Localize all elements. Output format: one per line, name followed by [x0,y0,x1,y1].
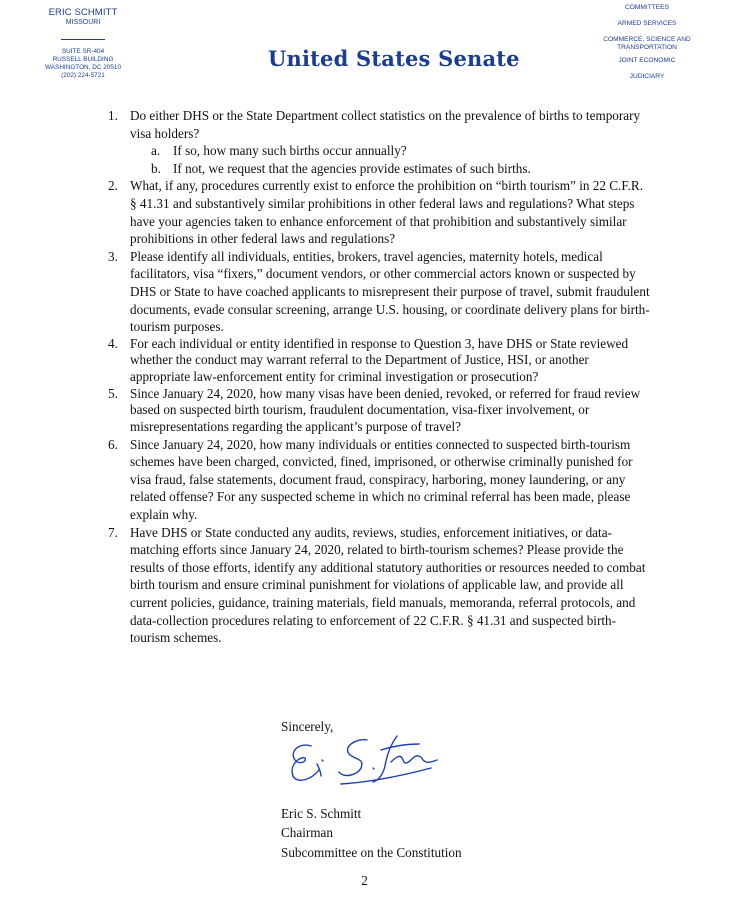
signer-title: Chairman [281,825,334,840]
office-line: (202) 224-5721 [61,72,105,79]
question-number: 6. [108,436,118,452]
committee-item: JUDICIARY [629,72,665,80]
question-number: 3. [108,248,118,264]
subquestion-letter: a. [151,143,161,159]
office-line: RUSSELL BUILDING [52,56,114,63]
question-text: Have DHS or State conducted any audits, reviews, studies, enforcement initiatives, or data-matching efforts since January 24, 2020, related to birth-tourism schemes? Please provide the results of those efforts, identify any additional statutory authorities or resources needed to combat birth tourism and ensure criminal punishment for violations of applicable law, and provide all current policies, guidance, training materials, field manuals, memoranda, referral protocols, and data-collection procedures relating to enforcement of 22 C.F.R. § 41.31 and suspected birth-tourism schemes. [130,524,646,646]
senate-seal-title: United States Senate [268,46,520,71]
subquestion-text: If not, we request that the agencies provide estimates of such births. [173,160,531,176]
office-line: WASHINGTON, DC 20510 [45,64,121,71]
question-item [108,248,650,336]
salutation: Sincerely, [281,719,334,734]
question-item [108,107,650,142]
subquestion-letter: b. [151,160,161,176]
senator-state: MISSOURI [65,19,101,26]
question-text: For each individual or entity identified in response to Question 3, have DHS or State reviewed whether the conduct may warrant referral to the Department of Justice, HSI, or another appropriate law-enforcement entity for criminal investigation or prosecution? [130,335,629,384]
question-item [108,177,650,247]
office-address [18,48,148,80]
question-item [108,385,650,436]
page-number: 2 [361,873,368,888]
question-number: 5. [108,385,118,401]
subquestion-item [151,160,653,178]
committee-item: COMMERCE, SCIENCE AND TRANSPORTATION [603,35,691,51]
letterhead-left [18,7,148,80]
senator-name: ERIC SCHMITT [48,7,118,18]
office-line: SUITE SR-404 [61,48,105,55]
question-item [108,524,650,647]
question-item [108,436,650,524]
letterhead-divider [61,39,105,40]
question-number: 2. [108,178,118,194]
committees-heading: COMMITTEES [625,4,669,11]
question-number: 1. [108,108,118,123]
question-text: Please identify all individuals, entities, brokers, travel agencies, maternity hotels, medical facilitators, visa “fixers,” document vendors, or other commercial actors known or suspected by DHS or State to have coached applicants to misrepresent their purpose of travel, submit fraudulent documents, evade consular screening, arrange U.S. housing, or coordinate delivery plans for birth-tourism purposes. [130,248,650,335]
signer-name: Eric S. Schmitt [281,806,362,821]
subquestion-text: If so, how many such births occur annually? [173,143,407,159]
handwritten-signature [281,732,451,790]
question-number: 7. [108,524,118,540]
question-item [108,335,650,386]
signer-committee: Subcommittee on the Constitution [281,845,462,860]
committee-item: ARMED SERVICES [617,19,677,27]
question-text: Do either DHS or the State Department collect statistics on the prevalence of births to temporary visa holders? [130,108,641,141]
question-text: Since January 24, 2020, how many visas have been denied, revoked, or referred for fraud review based on suspected birth tourism, fraudulent documentation, visa-fixer involvement, or misrepresentations regarding the applicant’s purpose of travel? [130,385,641,434]
letter-body [0,107,729,647]
question-text: Since January 24, 2020, how many individuals or entities connected to suspected birth-tourism schemes have been charged, convicted, fined, imprisoned, or otherwise criminally punished for visa fraud, false statements, document fraud, conspiracy, harboring, money laundering, or any related offense? For any suspected scheme in which no criminal referral has been made, please explain why. [130,436,633,522]
committee-item: JOINT ECONOMIC [618,57,676,65]
question-number: 4. [108,335,118,351]
subquestion-item [151,142,653,160]
committees-list [588,4,706,89]
question-text: What, if any, procedures currently exist to enforce the prohibition on “birth tourism” in 22 C.F.R. § 41.31 and substantively similar prohibitions in other federal laws and regulations? What steps have your agencies taken to enhance enforcement of that prohibition and substantively similar prohibitions in other federal laws and regulations? [130,178,644,247]
